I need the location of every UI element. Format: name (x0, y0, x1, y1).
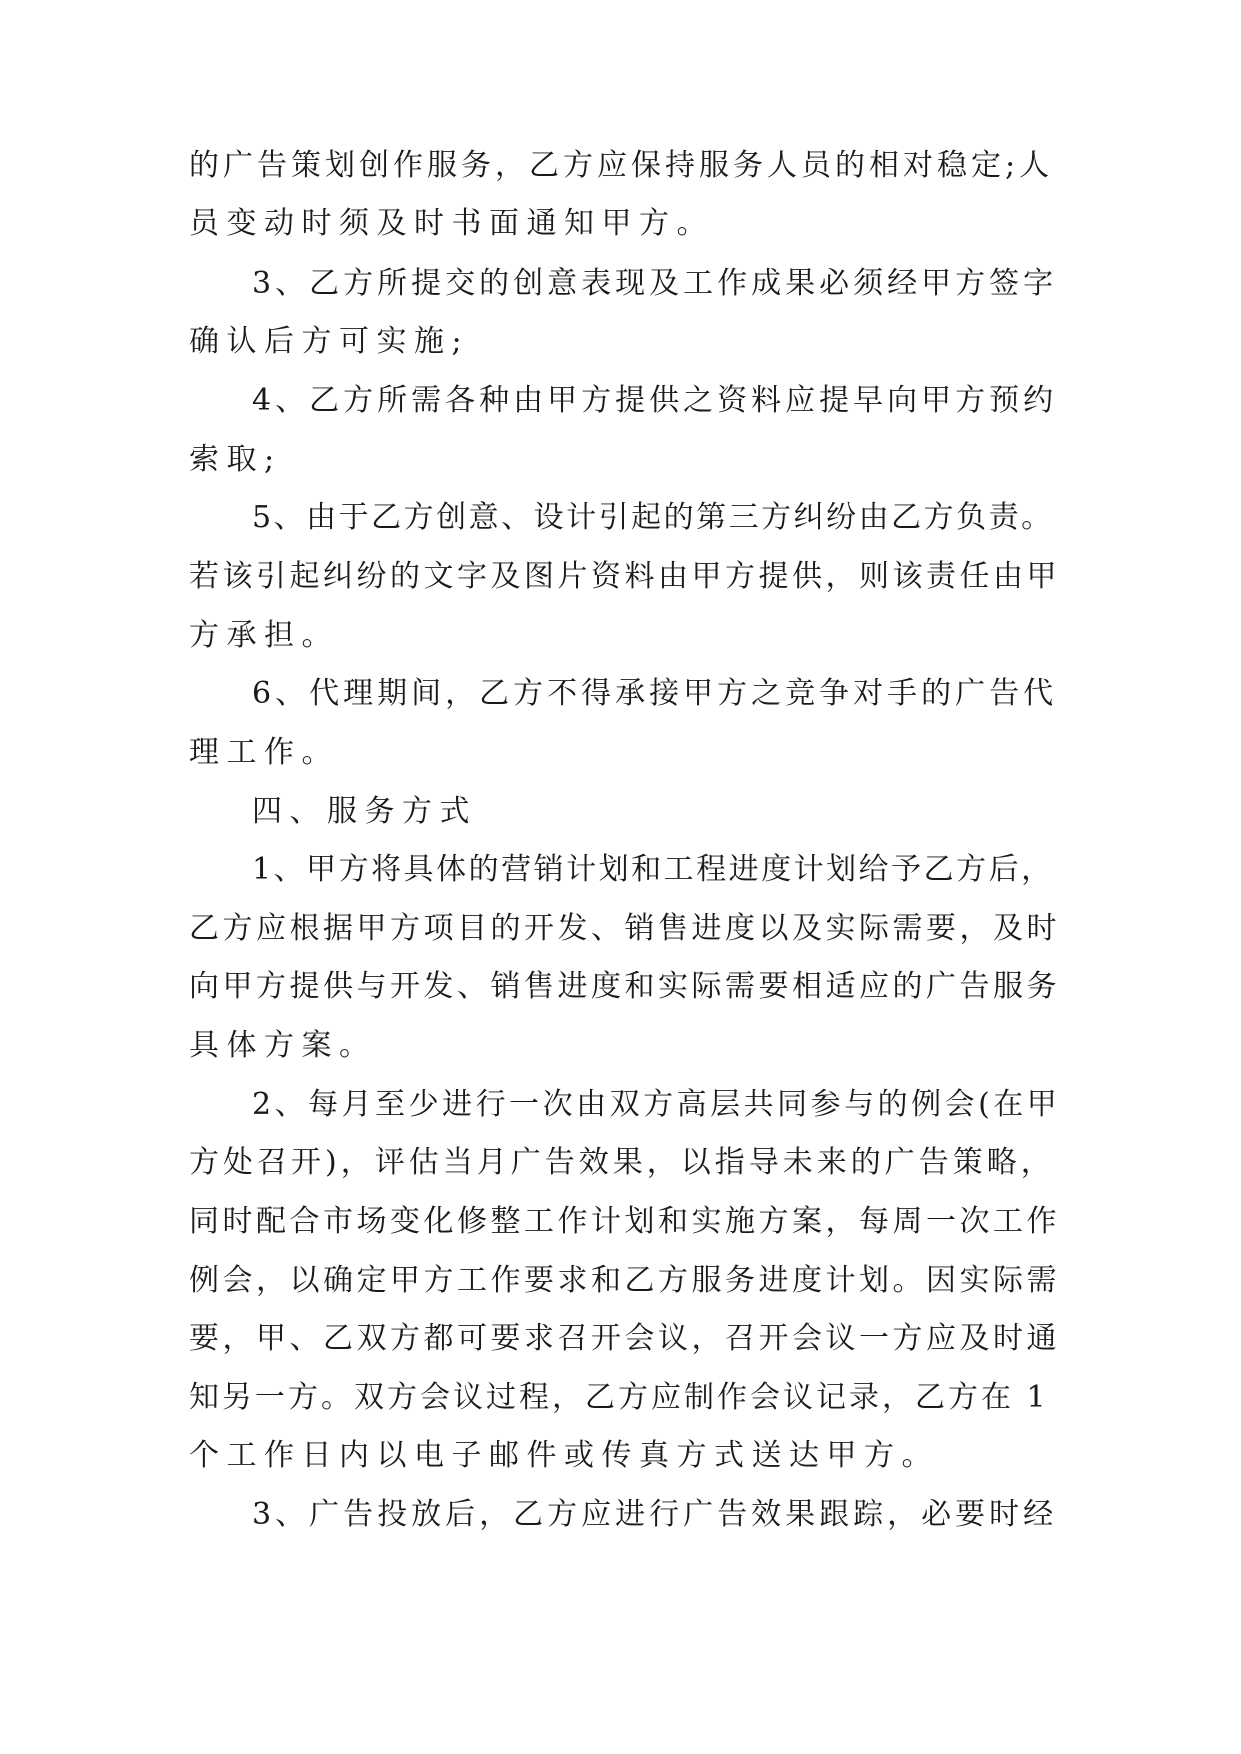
text-line: 5、由于乙方创意、设计引起的第三方纠纷由乙方负责。 (252, 500, 1054, 535)
text-line: 6、代理期间，乙方不得承接甲方之竞争对手的广告代 (252, 676, 1058, 711)
text-line: 4、乙方所需各种由甲方提供之资料应提早向甲方预约 (252, 383, 1058, 418)
text-line: 方处召开)，评估当月广告效果，以指导未来的广告策略， (189, 1145, 1055, 1180)
section-heading: 四、服务方式 (252, 794, 477, 829)
text-line: 理工作。 (189, 735, 339, 770)
text-line: 方承担。 (189, 618, 339, 653)
text-line: 的广告策划创作服务，乙方应保持服务人员的相对稳定;人 (189, 148, 1054, 183)
text-line: 个工作日内以电子邮件或传真方式送达甲方。 (189, 1438, 939, 1473)
text-line: 同时配合市场变化修整工作计划和实施方案，每周一次工作 (189, 1204, 1060, 1239)
text-line: 1、甲方将具体的营销计划和工程进度计划给予乙方后， (252, 852, 1054, 887)
text-line: 索取; (189, 442, 282, 477)
text-line: 3、乙方所提交的创意表现及工作成果必须经甲方签字 (252, 266, 1058, 301)
text-line: 乙方应根据甲方项目的开发、销售进度以及实际需要，及时 (189, 911, 1060, 946)
text-line: 若该引起纠纷的文字及图片资料由甲方提供，则该责任由甲 (189, 559, 1060, 594)
text-line: 确认后方可实施; (189, 324, 470, 359)
text-line: 知另一方。双方会议过程，乙方应制作会议记录，乙方在 1 (189, 1380, 1049, 1415)
text-line: 例会，以确定甲方工作要求和乙方服务进度计划。因实际需 (189, 1263, 1060, 1298)
text-line: 员变动时须及时书面通知甲方。 (189, 206, 714, 241)
text-line: 2、每月至少进行一次由双方高层共同参与的例会(在甲 (252, 1087, 1061, 1122)
text-line: 向甲方提供与开发、销售进度和实际需要相适应的广告服务 (189, 969, 1060, 1004)
text-line: 3、广告投放后，乙方应进行广告效果跟踪，必要时经 (252, 1497, 1058, 1532)
text-line: 具体方案。 (189, 1028, 377, 1063)
text-line: 要，甲、乙双方都可要求召开会议，召开会议一方应及时通 (189, 1321, 1060, 1356)
